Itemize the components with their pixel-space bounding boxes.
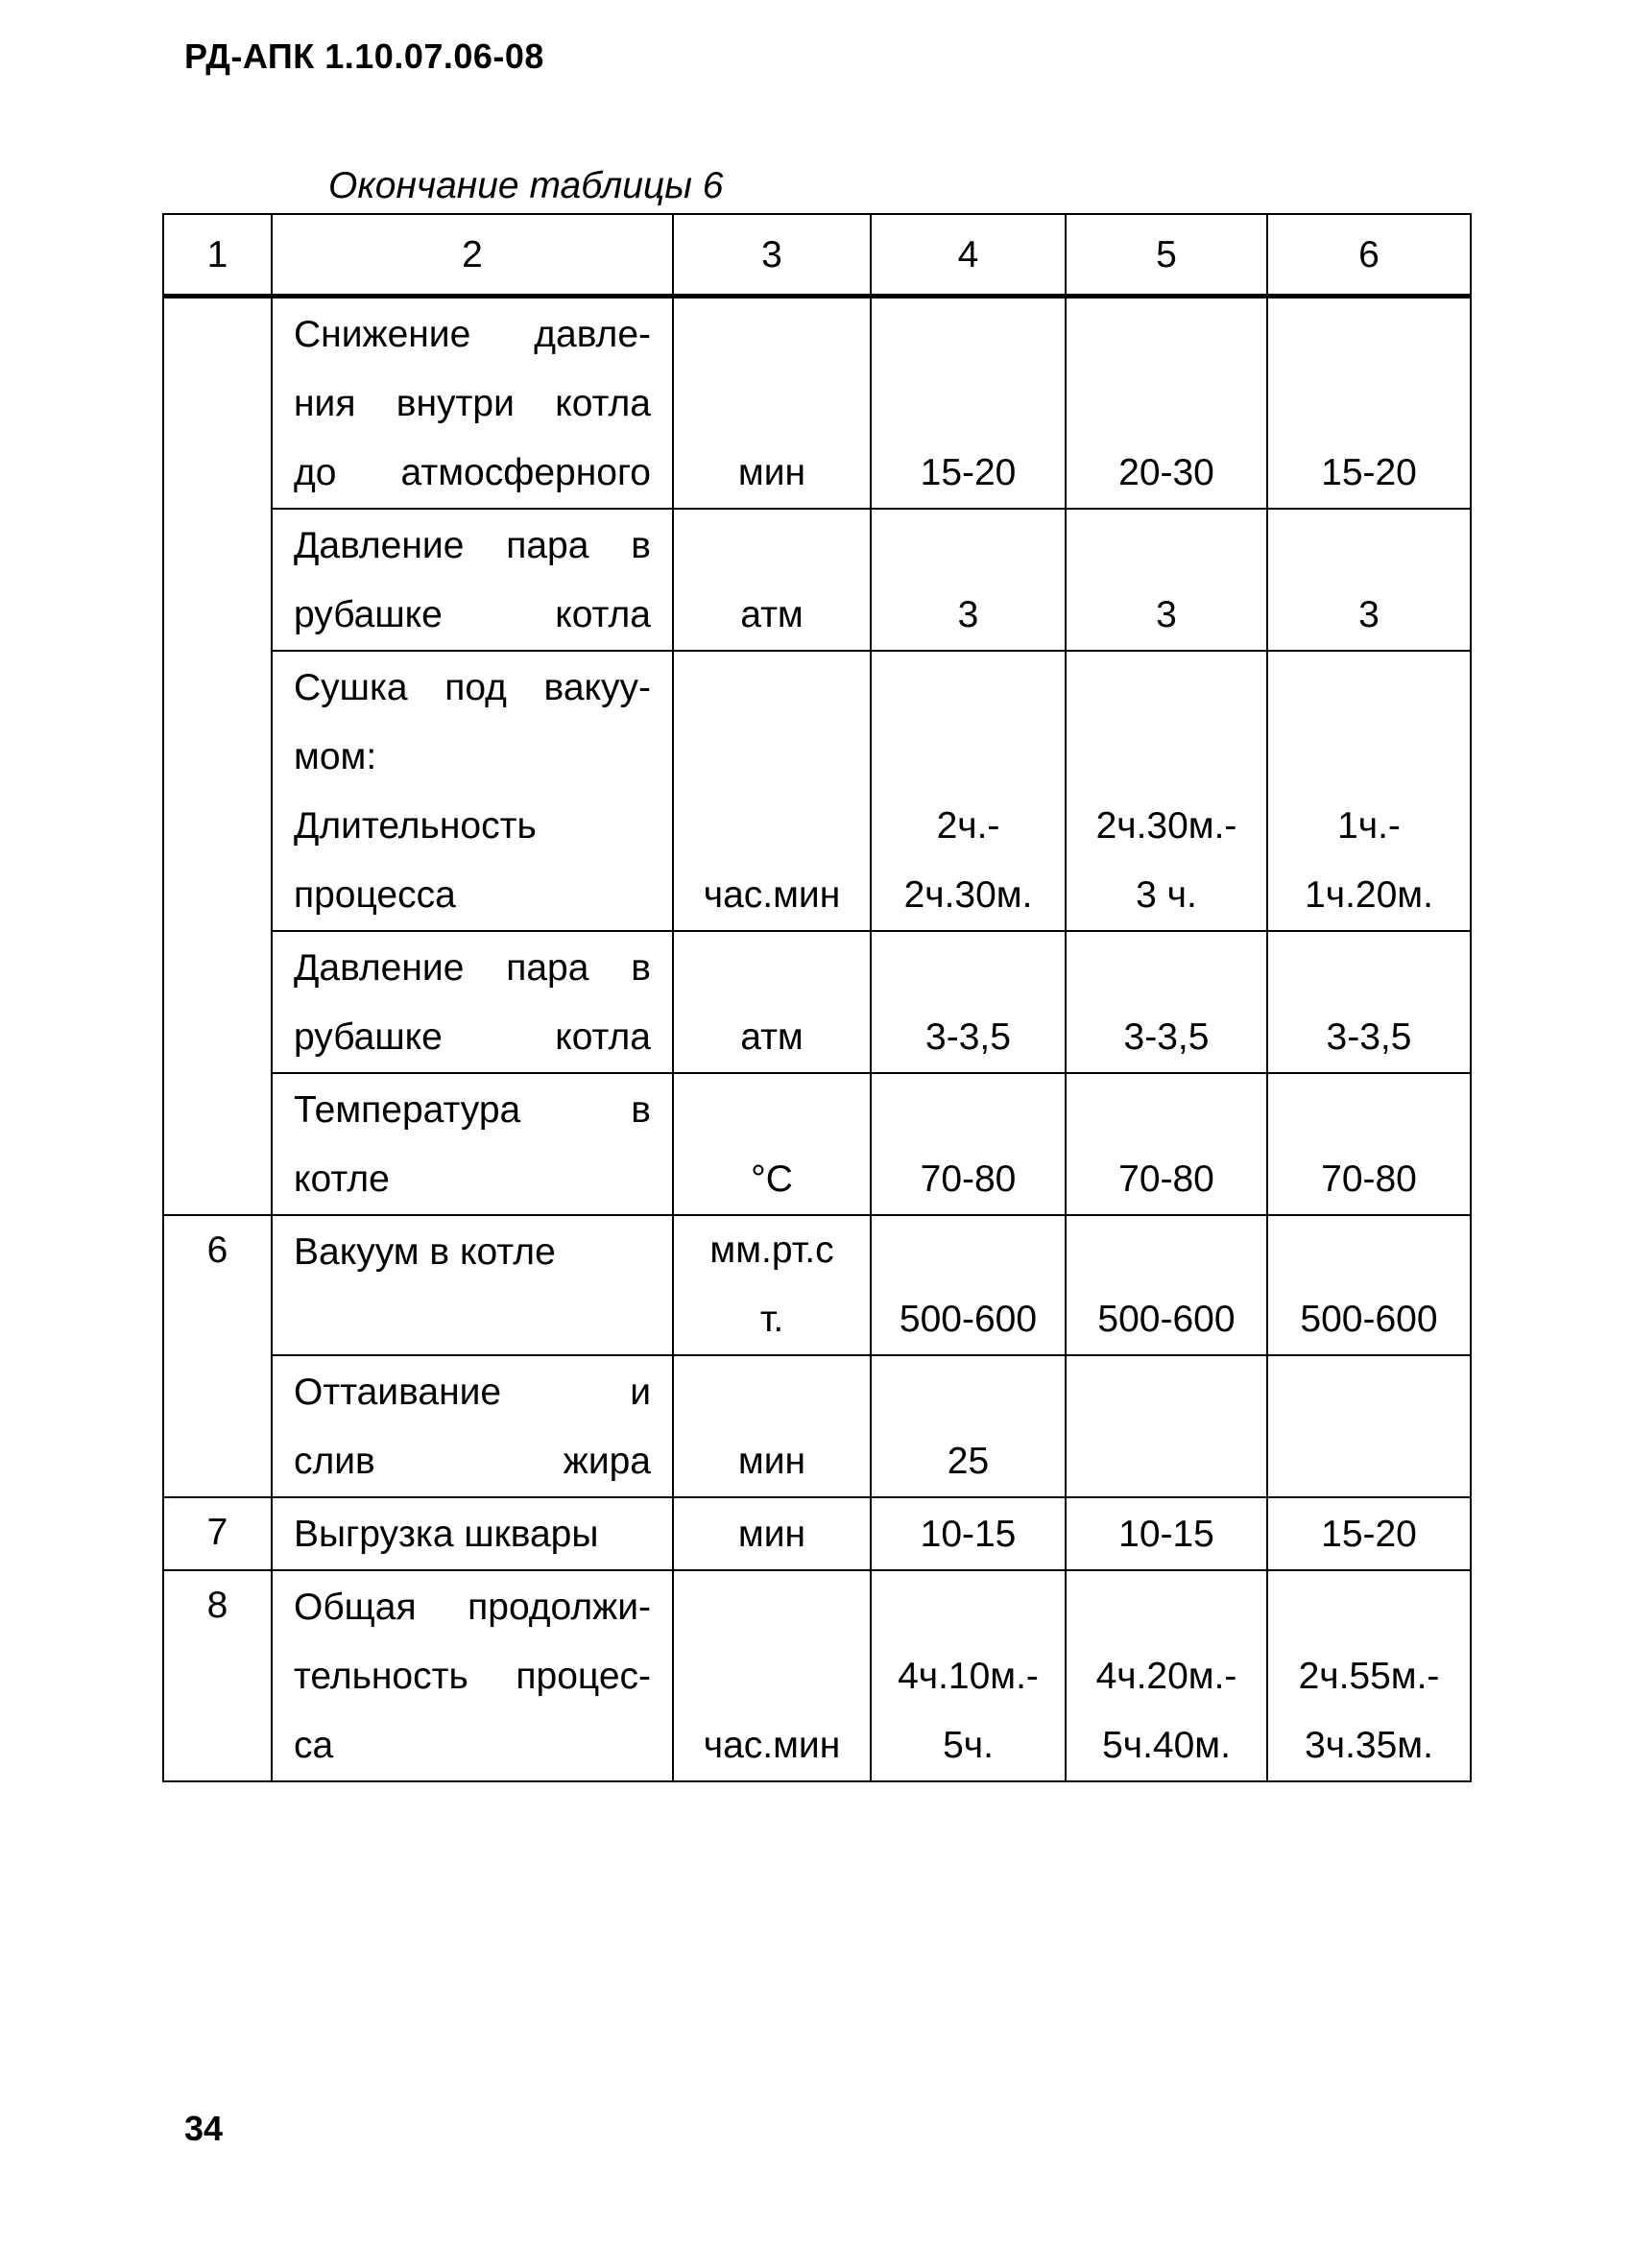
value-line: 500-600 (1097, 1299, 1236, 1340)
parameter-line: до атмосферного (294, 452, 651, 493)
parameter-line: Температура в (294, 1089, 651, 1131)
value-cell (871, 1073, 1066, 1215)
parameter-line: Выгрузка шквары (294, 1514, 599, 1555)
table-row (163, 509, 1471, 651)
unit-line: °С (751, 1158, 793, 1200)
unit-cell (673, 1570, 871, 1781)
value-line: 20-30 (1118, 452, 1214, 493)
parameter-line: мом: (294, 736, 377, 777)
unit-cell (673, 1497, 871, 1570)
value-cell (871, 931, 1066, 1073)
table-body (163, 297, 1471, 1782)
value-cell (1267, 509, 1471, 651)
value-cell (1066, 1570, 1267, 1781)
parameter-line: Общая продолжи- (294, 1587, 651, 1628)
value-line: 500-600 (899, 1299, 1038, 1340)
row-number-cell (163, 297, 272, 510)
parameter-line: слив жира (294, 1441, 651, 1482)
value-line: 25 (947, 1441, 990, 1482)
unit-line: т. (759, 1299, 784, 1340)
parameter-line: котле (294, 1158, 390, 1200)
table-row (163, 1497, 1471, 1570)
value-cell (1267, 651, 1471, 931)
value-line: 3 (957, 594, 979, 635)
parameter-line: Давление пара в (294, 947, 651, 989)
column-number: 4 (871, 214, 1066, 297)
value-line: 3-3,5 (1326, 1016, 1412, 1058)
value-line: 70-80 (920, 1158, 1017, 1200)
unit-line: атм (740, 594, 804, 635)
parameter-cell (272, 1497, 673, 1570)
value-cell (871, 297, 1066, 510)
parameter-line: Снижение давле- (294, 314, 651, 355)
value-cell (1066, 931, 1267, 1073)
parameter-line: Оттаивание и (294, 1372, 651, 1413)
value-cell (871, 509, 1066, 651)
unit-line: мин (737, 452, 806, 493)
value-cell (1267, 297, 1471, 510)
parameter-line: рубашке котла (294, 1016, 651, 1058)
row-number-cell (163, 509, 272, 651)
value-line: 3ч.35м. (1305, 1725, 1433, 1766)
value-cell (1267, 1215, 1471, 1355)
unit-line: час.мин (703, 1725, 841, 1766)
table-row (163, 297, 1471, 510)
value-line: 15-20 (1321, 452, 1417, 493)
value-cell (1066, 1497, 1267, 1570)
value-line: 2ч.55м.- (1298, 1656, 1440, 1697)
value-cell (1066, 1355, 1267, 1497)
row-number-cell (163, 1073, 272, 1215)
column-number: 5 (1066, 214, 1267, 297)
value-line: 2ч.30м.- (1095, 805, 1237, 847)
parameter-line: Длительность (294, 805, 537, 847)
unit-cell (673, 509, 871, 651)
row-number-cell: 7 (163, 1497, 272, 1570)
table-row (163, 1570, 1471, 1781)
value-line: 3 (1156, 594, 1177, 635)
parameter-line: процесса (294, 874, 456, 916)
row-number-cell: 6 (163, 1215, 272, 1355)
parameter-line: Вакуум в котле (294, 1231, 556, 1273)
parameter-line: рубашке котла (294, 594, 651, 635)
value-cell (1066, 509, 1267, 651)
value-line: 5ч.40м. (1102, 1725, 1231, 1766)
column-number-row (163, 214, 1471, 297)
unit-cell (673, 1073, 871, 1215)
column-number: 1 (163, 214, 272, 297)
parameter-cell (272, 1073, 673, 1215)
parameter-cell (272, 1215, 673, 1355)
value-cell (1066, 1215, 1267, 1355)
row-number-cell (163, 1355, 272, 1497)
value-cell (1066, 297, 1267, 510)
value-line: 70-80 (1118, 1158, 1214, 1200)
parameter-cell (272, 1570, 673, 1781)
unit-cell (673, 297, 871, 510)
table-caption: Окончание таблицы 6 (328, 165, 724, 206)
page-number: 34 (184, 2109, 224, 2148)
value-line: 2ч.- (936, 805, 1000, 847)
value-cell (1267, 1073, 1471, 1215)
value-line: 10-15 (920, 1514, 1017, 1555)
column-number: 2 (272, 214, 673, 297)
process-table (162, 213, 1472, 1782)
unit-cell (673, 651, 871, 931)
value-line: 3 ч. (1136, 874, 1197, 916)
value-cell (871, 1215, 1066, 1355)
parameter-cell (272, 931, 673, 1073)
parameter-line: Сушка под вакуу- (294, 667, 651, 708)
value-line: 15-20 (920, 452, 1017, 493)
unit-line: мин (737, 1514, 806, 1555)
unit-line: час.мин (703, 874, 841, 916)
value-cell (1267, 1570, 1471, 1781)
row-number-cell (163, 931, 272, 1073)
unit-line: атм (740, 1016, 804, 1058)
row-number-cell: 8 (163, 1570, 272, 1781)
value-cell (1267, 1497, 1471, 1570)
table-row (163, 931, 1471, 1073)
value-cell (871, 1497, 1066, 1570)
parameter-cell (272, 297, 673, 510)
value-line (1067, 1427, 1266, 1496)
parameter-cell (272, 1355, 673, 1497)
value-cell (871, 651, 1066, 931)
table-row (163, 1355, 1471, 1497)
unit-line: мин (737, 1441, 806, 1482)
value-line: 1ч.20м. (1305, 874, 1433, 916)
value-line: 4ч.20м.- (1095, 1656, 1237, 1697)
column-number: 3 (673, 214, 871, 297)
value-line: 15-20 (1321, 1514, 1417, 1555)
value-line: 70-80 (1321, 1158, 1417, 1200)
value-cell (871, 1570, 1066, 1781)
unit-line: мм.рт.с (709, 1229, 834, 1271)
parameter-cell (272, 651, 673, 931)
parameter-line: ния внутри котла (294, 383, 651, 424)
value-line: 1ч.- (1337, 805, 1401, 847)
value-line: 500-600 (1300, 1299, 1438, 1340)
value-line: 3-3,5 (925, 1016, 1011, 1058)
value-cell (1066, 1073, 1267, 1215)
table-row (163, 1073, 1471, 1215)
value-cell (1267, 1355, 1471, 1497)
row-number-cell (163, 651, 272, 931)
unit-cell (673, 1215, 871, 1355)
value-line: 5ч. (943, 1725, 994, 1766)
value-line: 4ч.10м.- (898, 1656, 1039, 1697)
value-line: 2ч.30м. (903, 874, 1033, 916)
value-cell (1267, 931, 1471, 1073)
unit-cell (673, 1355, 871, 1497)
parameter-line: Давление пара в (294, 525, 651, 566)
value-cell (1066, 651, 1267, 931)
value-line (1268, 1427, 1470, 1496)
parameter-line: са (294, 1725, 334, 1766)
unit-cell (673, 931, 871, 1073)
value-line: 3 (1358, 594, 1380, 635)
value-line: 3-3,5 (1123, 1016, 1210, 1058)
parameter-cell (272, 509, 673, 651)
column-number: 6 (1267, 214, 1471, 297)
parameter-line: тельность процес- (294, 1656, 651, 1697)
table-row (163, 1215, 1471, 1355)
table-row (163, 651, 1471, 931)
value-line: 10-15 (1118, 1514, 1214, 1555)
document-code: РД-АПК 1.10.07.06-08 (184, 36, 544, 76)
value-cell (871, 1355, 1066, 1497)
